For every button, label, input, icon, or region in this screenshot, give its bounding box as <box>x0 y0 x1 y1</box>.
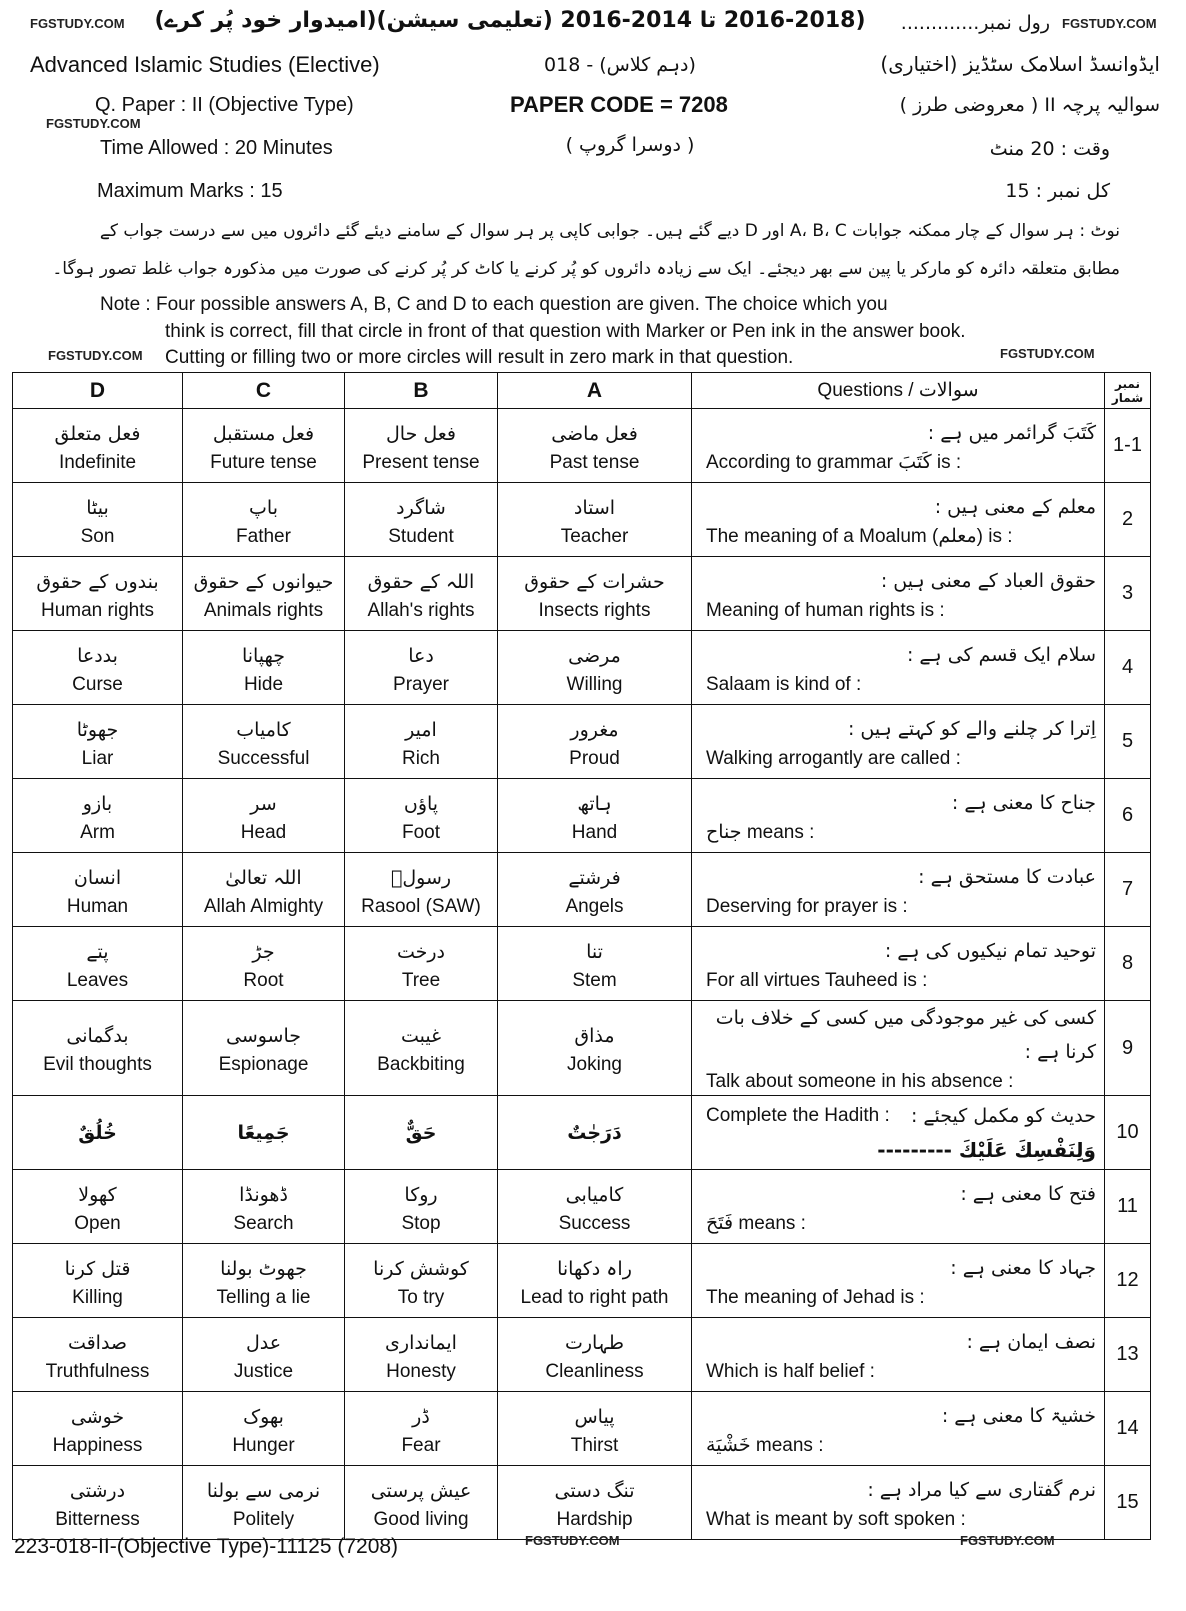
option-b-english: Allah's rights <box>367 599 475 621</box>
option-c <box>183 409 345 483</box>
option-c-english: Search <box>233 1212 294 1234</box>
option-a <box>498 853 692 927</box>
option-b-urdu: رسولؐ <box>390 866 452 889</box>
option-a-english: Hardship <box>556 1508 633 1530</box>
option-b <box>345 483 498 557</box>
question-cell <box>692 705 1105 779</box>
option-c-urdu: فعل مستقبل <box>212 422 315 445</box>
watermark: FGSTUDY.COM <box>46 116 141 131</box>
option-a-english: Success <box>558 1212 631 1234</box>
option-a <box>498 1318 692 1392</box>
question-cell <box>692 1244 1105 1318</box>
option-d <box>13 1318 183 1392</box>
option-c <box>183 1392 345 1466</box>
option-c <box>183 1244 345 1318</box>
option-c-english: Espionage <box>218 1054 309 1075</box>
option-c-english: Hide <box>243 673 284 695</box>
option-a-urdu: راہ دکھانا <box>557 1257 632 1280</box>
option-c <box>183 927 345 1001</box>
option-c-urdu: چھپانا <box>241 644 286 667</box>
option-b-english: Student <box>388 525 454 547</box>
option-a <box>498 779 692 853</box>
option-d-english: Killing <box>72 1286 123 1308</box>
column-header-b: B <box>345 373 498 409</box>
option-c-urdu: عدل <box>245 1331 282 1354</box>
option-b-english: Stop <box>401 1212 441 1234</box>
option-a-english: Stem <box>572 969 617 991</box>
question-urdu: توحید تمام نیکیوں کی ہے : <box>884 939 1096 962</box>
option-a <box>498 557 692 631</box>
option-d <box>13 705 183 779</box>
option-c <box>183 779 345 853</box>
option-a-urdu: فعل ماضی <box>551 422 638 445</box>
option-d-urdu: جھوٹا <box>76 718 119 741</box>
option-c <box>183 1466 345 1540</box>
note-urdu-line-2: مطابق متعلقہ دائرہ کو مارکر یا پین سے بھر دیجئے۔ ایک سے زیادہ دائروں کو پُر کرنے یا کاٹ کر پُر کرنے کی صورت میں مذکورہ جواب غلط تصور ہوگا۔ <box>52 259 1120 279</box>
option-c-english: Politely <box>232 1508 295 1530</box>
note-english-line-1: Note : Four possible answers A, B, C and D to each question are given. The choice which you <box>100 294 888 315</box>
option-c-english: Father <box>236 525 291 547</box>
question-number: 14 <box>1105 1392 1151 1466</box>
question-cell <box>692 1318 1105 1392</box>
option-b-english: Present tense <box>362 451 480 473</box>
option-d-urdu: خوشی <box>70 1405 125 1428</box>
question-urdu: کسی کی غیر موجودگی میں کسی کے خلاف بات کرنا ہے : <box>715 1007 1096 1063</box>
question-english: Talk about someone in his absence : <box>706 1071 1014 1092</box>
option-c-urdu: نرمی سے بولنا <box>206 1479 321 1502</box>
option-c-urdu: جھوٹ بولنا <box>220 1257 307 1280</box>
option-b-urdu: پاؤں <box>403 792 439 815</box>
question-row <box>13 1466 1151 1540</box>
option-a-english: Teacher <box>560 525 629 547</box>
column-header-number: نمبر شمار <box>1105 373 1151 409</box>
option-a-urdu: فرشتے <box>568 866 621 889</box>
option-b-english: Honesty <box>386 1360 456 1382</box>
question-english: Deserving for prayer is : <box>706 895 908 917</box>
option-c <box>183 1318 345 1392</box>
table-header-row <box>13 373 1151 409</box>
option-c-english: Hunger <box>232 1434 295 1456</box>
option-b-urdu: اللہ کے حقوق <box>367 570 475 593</box>
option-b-english: Fear <box>401 1434 441 1456</box>
option-b-english: Rasool (SAW) <box>361 895 481 917</box>
option-c <box>183 557 345 631</box>
option-b <box>345 1170 498 1244</box>
question-number: 13 <box>1105 1318 1151 1392</box>
option-a <box>498 705 692 779</box>
option-a-urdu: پیاس <box>574 1405 615 1428</box>
question-english: According to grammar كَتَبَ is : <box>706 451 962 473</box>
question-cell <box>692 1096 1105 1170</box>
option-a-urdu: ہاتھ <box>577 792 612 815</box>
question-cell <box>692 557 1105 631</box>
question-urdu: جہاد کا معنی ہے : <box>950 1256 1096 1279</box>
question-row <box>13 1244 1151 1318</box>
option-c-english: Allah Almighty <box>203 895 324 917</box>
subject-english: Advanced Islamic Studies (Elective) <box>30 52 380 77</box>
question-urdu: حدیث کو مکمل کیجئے : <box>910 1104 1096 1127</box>
option-c <box>183 483 345 557</box>
option-a-urdu: تنگ دستی <box>554 1479 635 1502</box>
question-urdu: نصف ایمان ہے : <box>966 1330 1096 1353</box>
option-d-urdu: بدگمانی <box>66 1025 129 1047</box>
question-english: Complete the Hadith : <box>706 1104 890 1126</box>
question-row <box>13 1170 1151 1244</box>
option-a <box>498 927 692 1001</box>
option-a-english: Angels <box>565 895 624 917</box>
option-d-english: Human <box>66 895 129 917</box>
question-row <box>13 1318 1151 1392</box>
option-b-english: Backbiting <box>377 1054 465 1075</box>
option-b <box>345 557 498 631</box>
question-number: 12 <box>1105 1244 1151 1318</box>
question-cell <box>692 1170 1105 1244</box>
option-c <box>183 631 345 705</box>
option-c-english: Justice <box>233 1360 294 1382</box>
option-a-english: Hand <box>571 821 618 843</box>
option-a-english: Cleanliness <box>545 1360 644 1382</box>
question-number: 5 <box>1105 705 1151 779</box>
option-d-english: Bitterness <box>55 1508 140 1530</box>
question-row <box>13 409 1151 483</box>
question-number: 4 <box>1105 631 1151 705</box>
option-a <box>498 1466 692 1540</box>
question-english: Which is half belief : <box>706 1360 875 1382</box>
option-d <box>13 927 183 1001</box>
option-d-english: Son <box>80 525 115 547</box>
question-urdu: نرم گفتاری سے کیا مراد ہے : <box>867 1478 1096 1501</box>
option-c <box>183 705 345 779</box>
question-number: 6 <box>1105 779 1151 853</box>
option-b-urdu: حَقٌّ <box>405 1121 437 1144</box>
option-d <box>13 1466 183 1540</box>
column-header-a: A <box>498 373 692 409</box>
option-d-urdu: انسان <box>73 866 122 889</box>
option-d <box>13 853 183 927</box>
option-a-urdu: مرضی <box>568 644 621 667</box>
question-row <box>13 853 1151 927</box>
marks-urdu: کل نمبر : 15 <box>1005 180 1110 202</box>
question-number: 10 <box>1105 1096 1151 1170</box>
option-b <box>345 1244 498 1318</box>
question-row <box>13 779 1151 853</box>
option-d-english: Human rights <box>41 599 154 621</box>
option-d <box>13 1001 183 1096</box>
question-urdu: جناح کا معنی ہے : <box>951 791 1096 814</box>
option-d-english: Liar <box>81 747 114 769</box>
option-a-english: Thirst <box>570 1434 619 1456</box>
option-b-english: Prayer <box>393 673 449 695</box>
time-urdu: وقت : 20 منٹ <box>989 138 1110 160</box>
watermark: FGSTUDY.COM <box>48 348 143 363</box>
option-a <box>498 1170 692 1244</box>
column-header-d: D <box>13 373 183 409</box>
column-header-questions: Questions / سوالات <box>692 373 1105 409</box>
option-d <box>13 1170 183 1244</box>
option-a-urdu: استاد <box>573 496 616 519</box>
option-b-urdu: روکا <box>404 1183 438 1206</box>
question-number: 15 <box>1105 1466 1151 1540</box>
option-b-urdu: امیر <box>405 718 437 741</box>
option-a <box>498 1244 692 1318</box>
option-c-urdu: سر <box>250 792 277 815</box>
option-b-english: To try <box>397 1286 445 1308</box>
question-cell <box>692 853 1105 927</box>
column-header-c: C <box>183 373 345 409</box>
question-row <box>13 1096 1151 1170</box>
paper-urdu: سوالیہ پرچہ II ( معروضی طرز ) <box>899 94 1160 116</box>
option-a-english: Insects rights <box>538 599 651 621</box>
option-b <box>345 927 498 1001</box>
question-english: خَشْيَة means : <box>706 1434 824 1456</box>
option-d-english: Evil thoughts <box>43 1054 152 1075</box>
option-c <box>183 1096 345 1170</box>
question-row <box>13 927 1151 1001</box>
option-d-urdu: بازو <box>82 792 113 815</box>
question-cell <box>692 409 1105 483</box>
option-c-urdu: حیوانوں کے حقوق <box>193 570 334 593</box>
option-c-english: Telling a lie <box>216 1286 311 1308</box>
option-d <box>13 631 183 705</box>
question-number: 7 <box>1105 853 1151 927</box>
option-d-urdu: درشتی <box>69 1479 126 1502</box>
option-c-urdu: اللہ تعالیٰ <box>225 866 302 889</box>
option-b-english: Foot <box>401 821 441 843</box>
note-urdu-line-1: نوٹ : ہر سوال کے چار ممکنہ جوابات A، B، C اور D دیے گئے ہیں۔ جوابی کاپی پر ہر سوال کے سامنے دیئے گئے دائروں میں سے درست جواب کے <box>99 221 1120 241</box>
session-line: (2016-2018 تا 2014-2016 (تعلیمی سیشن)(امیدوار خود پُر کرے) <box>154 8 866 33</box>
option-d-urdu: فعل متعلق <box>54 422 141 445</box>
question-english: The meaning of a Moalum (معلم) is : <box>706 525 1013 547</box>
option-d-urdu: بددعا <box>77 644 118 667</box>
option-c <box>183 853 345 927</box>
option-c-urdu: جاسوسی <box>225 1025 302 1047</box>
question-urdu: كَتَبَ گرائمر میں ہے : <box>927 421 1096 444</box>
option-b <box>345 779 498 853</box>
option-b-urdu: شاگرد <box>396 496 446 519</box>
paper-english: Q. Paper : II (Objective Type) <box>95 94 354 116</box>
option-a-urdu: تنا <box>586 940 603 963</box>
option-d-urdu: قتل کرنا <box>64 1257 131 1280</box>
question-urdu: اِترا کر چلنے والے کو کہتے ہیں : <box>847 717 1096 740</box>
watermark: FGSTUDY.COM <box>960 1533 1055 1548</box>
option-d-english: Leaves <box>66 969 129 991</box>
question-english: Walking arrogantly are called : <box>706 747 961 769</box>
option-d-urdu: بندوں کے حقوق <box>36 570 159 593</box>
question-row <box>13 1001 1151 1096</box>
question-cell <box>692 1466 1105 1540</box>
question-number: 11 <box>1105 1170 1151 1244</box>
option-d-english: Happiness <box>52 1434 143 1456</box>
option-d-urdu: خُلُقٌ <box>78 1121 117 1144</box>
option-b-english: Tree <box>401 969 441 991</box>
option-a-urdu: طہارت <box>564 1331 625 1354</box>
option-d <box>13 1244 183 1318</box>
question-cell <box>692 631 1105 705</box>
question-cell <box>692 1001 1105 1096</box>
note-english-line-3: Cutting or filling two or more circles will result in zero mark in that question. <box>165 347 794 368</box>
maximum-marks: Maximum Marks : 15 <box>97 180 283 202</box>
question-english: جناح means : <box>706 821 815 843</box>
hadith-text: وَلِنَفْسِكَ عَلَيْكَ --------- <box>877 1137 1096 1162</box>
option-b <box>345 1466 498 1540</box>
question-urdu: عبادت کا مستحق ہے : <box>918 865 1096 888</box>
option-a <box>498 409 692 483</box>
question-english: Meaning of human rights is : <box>706 599 945 621</box>
question-cell <box>692 779 1105 853</box>
question-row <box>13 631 1151 705</box>
question-urdu: خشیۃ کا معنی ہے : <box>941 1404 1096 1427</box>
footer-code: 223-018-II-(Objective Type)-11125 (7208) <box>14 1535 399 1558</box>
option-a-english: Lead to right path <box>520 1286 669 1308</box>
question-number: 9 <box>1105 1001 1151 1096</box>
option-a-english: Past tense <box>549 451 640 473</box>
option-b-english: Good living <box>373 1508 469 1530</box>
option-d-urdu: صداقت <box>67 1331 128 1354</box>
question-urdu: سلام ایک قسم کی ہے : <box>906 643 1096 666</box>
option-b <box>345 1096 498 1170</box>
question-english: فَتَحَ means : <box>706 1212 806 1234</box>
option-c-english: Root <box>243 969 284 991</box>
watermark: FGSTUDY.COM <box>30 16 125 31</box>
option-b <box>345 1001 498 1096</box>
option-b-urdu: عیش پرستی <box>370 1479 472 1502</box>
question-english: What is meant by soft spoken : <box>706 1508 966 1530</box>
class-code: (دہم کلاس) - 018 <box>544 54 696 76</box>
time-allowed: Time Allowed : 20 Minutes <box>100 137 333 159</box>
question-cell <box>692 927 1105 1001</box>
note-english-line-2: think is correct, fill that circle in front of that question with Marker or Pen ink in the answer book. <box>165 321 966 342</box>
option-d-urdu: بیٹا <box>86 496 109 519</box>
question-cell <box>692 483 1105 557</box>
option-c <box>183 1170 345 1244</box>
option-a <box>498 631 692 705</box>
question-row <box>13 557 1151 631</box>
option-d <box>13 483 183 557</box>
option-a-english: Proud <box>569 747 620 769</box>
option-c-english: Animals rights <box>203 599 324 621</box>
question-english: For all virtues Tauheed is : <box>706 969 928 991</box>
option-a-urdu: دَرَجٰتٌ <box>567 1121 622 1144</box>
watermark: FGSTUDY.COM <box>1062 16 1157 31</box>
option-b-urdu: دعا <box>408 644 434 667</box>
option-b-urdu: غیبت <box>400 1025 442 1047</box>
option-b-urdu: درخت <box>396 940 446 963</box>
option-d <box>13 1096 183 1170</box>
option-d-english: Curse <box>72 673 123 695</box>
option-d-urdu: کھولا <box>78 1183 117 1206</box>
option-a-english: Joking <box>567 1054 622 1075</box>
question-english: Salaam is kind of : <box>706 673 862 695</box>
option-a-urdu: مذاق <box>574 1025 615 1047</box>
option-d-english: Arm <box>80 821 115 843</box>
option-b <box>345 631 498 705</box>
subject-urdu: ایڈوانسڈ اسلامک سٹڈیز (اختیاری) <box>880 52 1160 76</box>
option-b <box>345 1392 498 1466</box>
question-english: The meaning of Jehad is : <box>706 1286 925 1308</box>
option-b <box>345 853 498 927</box>
option-c-english: Head <box>240 821 287 843</box>
option-c-urdu: بھوک <box>243 1405 284 1428</box>
option-d <box>13 409 183 483</box>
option-c-urdu: جَمِيعًا <box>237 1121 290 1144</box>
option-c <box>183 1001 345 1096</box>
option-d <box>13 779 183 853</box>
question-urdu: فتح کا معنی ہے : <box>960 1182 1096 1205</box>
question-number: 3 <box>1105 557 1151 631</box>
option-a <box>498 1096 692 1170</box>
option-d-english: Indefinite <box>58 451 137 473</box>
option-b-urdu: فعل حال <box>385 422 457 445</box>
question-row <box>13 483 1151 557</box>
question-number: 8 <box>1105 927 1151 1001</box>
option-c-urdu: کامیاب <box>236 718 291 741</box>
question-number: 2 <box>1105 483 1151 557</box>
option-b-urdu: ڈر <box>412 1405 430 1428</box>
group-label: ( دوسرا گروپ ) <box>565 134 695 156</box>
option-b-urdu: ایمانداری <box>385 1331 457 1354</box>
option-a <box>498 483 692 557</box>
option-a <box>498 1001 692 1096</box>
hadith-question-line <box>706 1099 1096 1133</box>
watermark: FGSTUDY.COM <box>525 1533 620 1548</box>
option-d <box>13 557 183 631</box>
option-c-english: Successful <box>217 747 310 769</box>
option-c-urdu: باپ <box>249 496 278 519</box>
question-number: 1-1 <box>1105 409 1151 483</box>
option-d-english: Truthfulness <box>45 1360 150 1382</box>
option-b <box>345 705 498 779</box>
option-a-english: Willing <box>566 673 623 695</box>
option-a-urdu: مغرور <box>570 718 619 741</box>
question-cell <box>692 1392 1105 1466</box>
option-d-english: Open <box>74 1212 121 1234</box>
option-c-urdu: جڑ <box>252 940 275 963</box>
roll-number: رول نمبر............. <box>900 12 1050 34</box>
option-b <box>345 1318 498 1392</box>
option-d <box>13 1392 183 1466</box>
option-c-english: Future tense <box>210 451 317 473</box>
question-row <box>13 705 1151 779</box>
question-urdu: حقوق العباد کے معنی ہیں : <box>880 569 1096 592</box>
watermark: FGSTUDY.COM <box>1000 346 1095 361</box>
option-c-urdu: ڈھونڈا <box>239 1183 288 1206</box>
option-b-english: Rich <box>401 747 440 769</box>
option-b-urdu: کوشش کرنا <box>373 1257 469 1280</box>
option-a-urdu: حشرات کے حقوق <box>524 570 665 593</box>
option-a-urdu: کامیابی <box>565 1183 624 1206</box>
option-b <box>345 409 498 483</box>
paper-code: PAPER CODE = 7208 <box>510 92 728 117</box>
option-d-urdu: پتے <box>86 940 109 963</box>
option-a <box>498 1392 692 1466</box>
questions-table <box>12 372 1151 1540</box>
question-urdu: معلم کے معنی ہیں : <box>934 495 1096 518</box>
question-row <box>13 1392 1151 1466</box>
